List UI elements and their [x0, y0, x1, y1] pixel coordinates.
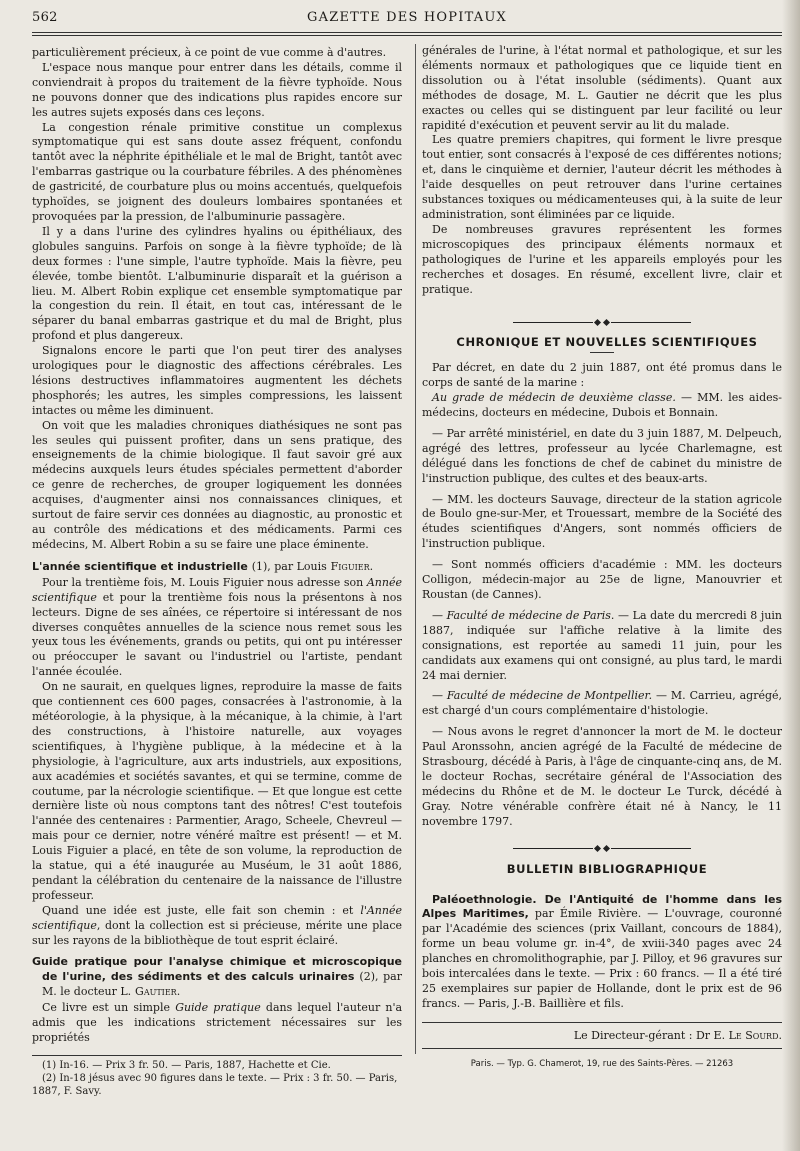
- section-heading-guide-pratique: [32, 954, 402, 999]
- column-divider: [415, 44, 416, 1054]
- header-rule-top: [32, 32, 782, 33]
- italic-title: Année scientifique: [32, 575, 402, 604]
- paragraph: générales de l'urine, à l'état normal et pathologique, et sur les éléments normaux et pathologiques que ce liquide tient en dissolution ou à l'état insoluble (sédiments). Quant aux méthodes de dosage, M. L. Gautier ne décrit que les plus exactes ou celles qui se distinguent par leur facilité ou leur rapidité d'exécution et peuvent servir au lit du malade.: [422, 44, 782, 132]
- book-title: Paléoethnologie. De l'Antiquité de l'homme dans les Alpes Maritimes,: [422, 892, 782, 921]
- footnotes: [32, 1055, 402, 1098]
- text-run: — MM. les aides-médecins, docteurs en médecine, Dubois et Bonnain.: [422, 391, 782, 420]
- section-title: L'année scientifique et industrielle: [32, 559, 248, 573]
- footnote: (1) In-16. — Prix 3 fr. 50. — Paris, 1887, Hachette et Cie.: [42, 1060, 331, 1071]
- paragraph: Signalons encore le parti que l'on peut tirer des analyses urologiques pour le diagnostic des affections cérébrales. Les lésions destructives inflammatoires augmentent les déchets phosphorés; les autres, les simples compressions, les laissent intactes ou même les diminuent.: [32, 344, 402, 417]
- paragraph: [422, 609, 782, 684]
- italic-heading: Au grade de médecin de deuxième classe.: [432, 391, 676, 405]
- text-run: par Émile Rivière. — L'ouvrage, couronné par l'Académie des sciences (prix Vaillant, concours de 1884), forme un beau volume gr. in-4°, de xviii-340 pages avec 24 planches en chromolithographie, par J. Pilloy, et 96 gravures sur bois intercalées dans le texte. — Prix : 60 francs. — Il a été tiré 25 exemplaires sur papier de Hollande, dont le prix est de 96 francs. — Paris, J.-B. Baillière et fils.: [422, 907, 782, 1010]
- title-short-rule: [590, 352, 614, 353]
- printer-imprint: Paris. — Typ. G. Chamerot, 19, rue des Saints-Pères. — 21263: [470, 1058, 734, 1069]
- left-column: [32, 46, 402, 1046]
- ornament-divider: [422, 315, 782, 327]
- paragraph: Par décret, en date du 2 juin 1887, ont été promus dans le corps de santé de la marine :: [422, 361, 782, 390]
- paragraph: De nombreuses gravures représentent les formes microscopiques des principaux éléments normaux et pathologiques de l'urine et les appareils employés pour les recherches et dosages. En résumé, excellent livre, clair et pratique.: [422, 222, 782, 296]
- chronique-title: CHRONIQUE ET NOUVELLES SCIENTIFIQUES: [456, 335, 758, 350]
- paragraph: Les quatre premiers chapitres, qui forment le livre presque tout entier, sont consacrés à l'exposé de ces différentes notions; et, dans le cinquième et dernier, l'auteur décrit les méthodes à l'aide desquelles on peut retrouver dans l'urine certaines substances toxiques ou médicamenteuses qui, à la suite de leur administration, sont éliminées par ce liquide.: [422, 133, 782, 221]
- paragraph: Il y a dans l'urine des cylindres hyalins ou épithéliaux, des globules sanguins. Parfois on songe à la fièvre typhoïde; de là deux formes : l'une simple, l'autre typhoïde. Mais la fièvre, peu élevée, tombe bientôt. L'albuminurie disparaît et la guérison a lieu. M. Albert Robin explique cet ensemble symptomatique par la congestion du rein. Il était, en tout cas, intéressant de le séparer du banal embarras gastrique et du mal de Bright, plus profond et plus dangereux.: [32, 224, 402, 343]
- paragraph: — MM. les docteurs Sauvage, directeur de la station agricole de Boulo gne-sur-Mer, et Trouessart, membre de la Société des études scientifiques d'Angers, sont nommés officiers de l'instruction publique.: [422, 492, 782, 551]
- ornament-divider: [422, 842, 782, 854]
- italic-title: l'Année scientifique: [32, 903, 402, 932]
- footnote-rule: [32, 1055, 402, 1056]
- running-head: GAZETTE DES HOPITAUX: [307, 10, 507, 25]
- paragraph: La congestion rénale primitive constitue un complexus symptomatique qui est sans doute assez fréquent, confondu tantôt avec la néphrite épithéliale et le mal de Bright, tantôt avec l'embarras gastrique ou la courbature fébriles. A des phénomènes de gastricité, de courbature plus ou moins accentués, quelquefois typhoïdes, se joignent des douleurs lombaires spontanées et provoquées par la pression, de l'albuminurie passagère.: [32, 120, 402, 223]
- paragraph: [32, 1001, 402, 1046]
- text-run: Ce livre est un simple: [42, 1001, 171, 1015]
- signature-name: Le Sourd.: [728, 1028, 782, 1042]
- paragraph: [32, 576, 402, 680]
- signature-text: Le Directeur-gérant : Dr E.: [573, 1028, 726, 1042]
- footnote: (2) In-18 jésus avec 90 figures dans le texte. — Prix : 3 fr. 50. — Paris, 1887, F. Savy.: [32, 1073, 398, 1097]
- bulletin-title: BULLETIN BIBLIOGRAPHIQUE: [506, 861, 708, 876]
- page-header: [32, 10, 782, 32]
- text-run: et pour la trentième fois nous la présentons à nos lecteurs. Digne de ses aînées, ce répertoire si intéressant de nos diverses conquêtes annuelles de la science nous remet sous les yeux tous les événements, grands ou petits, qui ont pu intéresser ou préoccuper le savant ou l'industriel ou l'artiste, pendant l'année écoulée.: [32, 590, 402, 679]
- header-rule-bottom: [32, 35, 782, 36]
- paragraph: [422, 893, 782, 1012]
- page-edge-shadow: [782, 0, 800, 1151]
- paragraph: particulièrement précieux, à ce point de vue comme à d'autres.: [32, 46, 387, 59]
- paragraph: [32, 904, 402, 949]
- paragraph: — Nous avons le regret d'annoncer la mort de M. le docteur Paul Aronssohn, ancien agrégé de la Faculté de médecine de Strasbourg, décédé à Paris, à l'âge de cinquante-cinq ans, de M. le docteur Rochas, secrétaire général de l'Association des médecins du Rhône et de M. le docteur Le Turck, décédé à Gray. Notre vénérable confrère était né à Nancy, le 11 novembre 1797.: [422, 725, 782, 828]
- paragraph: On ne saurait, en quelques lignes, reproduire la masse de faits que contiennent ces 600 pages, consacrées à l'astronomie, à la météorologie, à la physique, à la mécanique, à la chimie, à l'art des constructions, à l'histoire naturelle, aux voyages scientifiques, à l'hygiène publique, à la médecine et à la physiologie, à l'agriculture, aux arts industriels, aux expositions, aux académies et sociétés savantes, et qui se termine, comme de coutume, par la nécrologie scientifique. — Et que longue est cette dernière liste où nous comptons tant des nôtres! C'est toutefois l'année des centenaires : Parmentier, Arago, Scheele, Chevreul — mais pour ce dernier, notre vénéré maître est présent! — et M. Louis Figuier a placé, en tête de son volume, la reproduction de la statue, qui a été inaugurée au Muséum, le 31 août 1886, pendant la célébration du centenaire de la naissance de l'illustre professeur.: [32, 680, 402, 902]
- italic-heading: — Faculté de médecine de Paris.: [432, 608, 615, 622]
- italic-heading: — Faculté de médecine de Montpellier.: [432, 689, 653, 703]
- signature: [422, 1029, 782, 1044]
- text-run: , dont la collection est si précieuse, mérite une place sur les rayons de la bibliothèque de tout esprit éclairé.: [32, 918, 402, 947]
- section-title: Guide pratique pour l'analyse chimique et microscopique de l'urine, des sédiments et des calculs urinaires: [32, 955, 402, 984]
- text-run: dans lequel l'auteur n'a admis que les indications strictement nécessaires sur les propriétés: [32, 1001, 403, 1045]
- text-run: Quand une idée est juste, elle fait son chemin : et: [42, 903, 354, 917]
- section-author: Gautier.: [135, 985, 181, 999]
- italic-title: Guide pratique: [175, 1001, 261, 1015]
- signature-rule: [422, 1048, 782, 1049]
- text-run: Pour la trentième fois, M. Louis Figuier nous adresse son: [42, 575, 364, 589]
- paragraph: — Par arrêté ministériel, en date du 3 juin 1887, M. Delpeuch, agrégé des lettres, professeur au lycée Charlemagne, est délégué dans les fonctions de chef de cabinet du ministre de l'instruction publique, des cultes et des beaux-arts.: [422, 426, 782, 485]
- paragraph: [422, 391, 782, 421]
- page-number: 562: [32, 10, 58, 25]
- paragraph: L'espace nous manque pour entrer dans les détails, comme il conviendrait à propos du traitement de la fièvre typhoïde. Nous ne pouvons donner que des indications plus rapides encore sur les autres sujets exposés dans ces leçons.: [32, 60, 402, 119]
- paragraph: — Sont nommés officiers d'académie : MM. les docteurs Colligon, médecin-major au 25e de ligne, Manouvrier et Roustan (de Cannes).: [422, 558, 782, 601]
- section-reference: (2), par M. le docteur L.: [42, 970, 402, 999]
- paragraph: [422, 689, 782, 719]
- text-run: — M. Carrieu, agrégé, est chargé d'un cours complémentaire d'histologie.: [422, 689, 783, 718]
- text-run: — La date du mercredi 8 juin 1887, indiquée sur l'affiche relative à la limite des consignations, est reportée au samedi 11 juin, pour les candidats aux examens qui ont consigné, au plus tard, le mardi 24 mai dernier.: [422, 608, 783, 682]
- right-column: [422, 44, 782, 1072]
- section-reference: (1), par Louis: [251, 559, 327, 573]
- paragraph: On voit que les maladies chroniques diathésiques ne sont pas les seules qui puissent profiter, dans un sens pratique, des enseignements de la chimie biologique. Il faut savoir gré aux médecins auxquels leurs études spéciales permettent d'aborder ce genre de recherches, de grouper logiquement les données acquises, d'augmenter ainsi nos connaissances cliniques, et surtout de faire servir ces données au diagnostic, au pronostic et au contrôle des médications et des médicaments. Parmi ces médecins, M. Albert Robin a su se faire une place éminente.: [32, 418, 402, 551]
- section-heading-annee-scientifique: [32, 559, 402, 574]
- section-author: Figuier.: [330, 559, 374, 573]
- signature-rule: [422, 1022, 782, 1023]
